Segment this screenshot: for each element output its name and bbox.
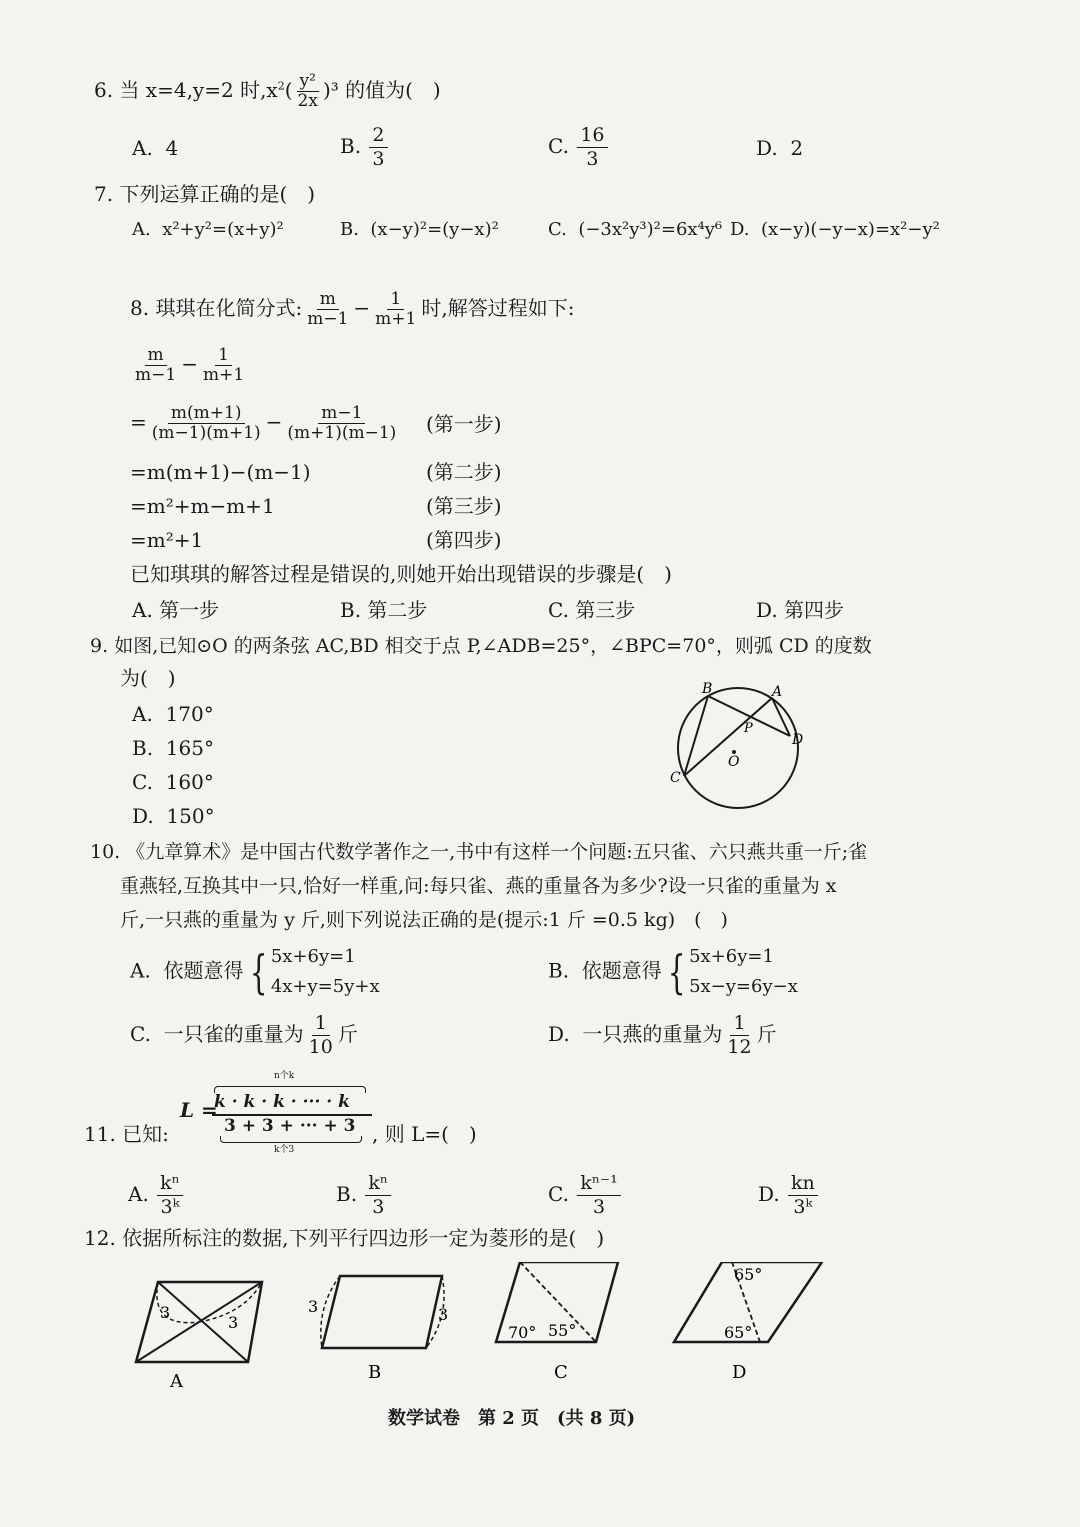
q11-top-label: n个k (274, 1071, 295, 1081)
q8-stem: 8. 琪琪在化简分式: $\frac{m}{m-1}$ − $\frac{1}{m+1}$ 时,解答过程如下: (130, 289, 575, 329)
q6-stem-post: )³ 的值为( ) (322, 78, 441, 102)
q8-option-a: A. 第一步 (132, 598, 220, 622)
q9-option-d: D. 150° (132, 804, 215, 828)
fig-a-caption: A (170, 1371, 183, 1392)
q11-option-d: D. $\frac{kn}{\text{3ᵏ}}$ (758, 1172, 820, 1219)
q11-formula (180, 1068, 390, 1154)
label-a: A (772, 684, 783, 700)
fig-d-caption: D (732, 1362, 747, 1383)
q11-stem-post: , 则 L=( ) (372, 1122, 477, 1146)
q11-l-label: L = (180, 1098, 218, 1122)
figure-a (136, 1282, 262, 1392)
q8-question: 已知琪琪的解答过程是错误的,则她开始出现错误的步骤是( ) (130, 562, 672, 586)
q9-option-b: B. 165° (132, 736, 214, 760)
q9-option-c: C. 160° (132, 770, 214, 794)
q8-step4: =m²+1 (130, 528, 204, 552)
q10-option-d: D. 一只燕的重量为 $\frac{1}{12}$ 斤 (548, 1012, 777, 1058)
figure-c (496, 1262, 618, 1383)
fig-c-caption: C (554, 1362, 568, 1383)
q6-stem: 6. 当 x=4,y=2 时$,x^2$( $\frac{\text{y²}}{2x}$ )³ 的值为( ) (94, 71, 441, 111)
fig-d-angle-1: 65° (734, 1265, 763, 1284)
q8-step3-label: (第三步) (426, 494, 502, 518)
q10-option-b: B. 依题意得 { 5x+6y=1 5x−y=6y−x (548, 945, 798, 999)
q8-step4-label: (第四步) (426, 528, 502, 552)
q11-denominator: 3 + 3 + ··· + 3 (224, 1116, 356, 1136)
q9-line2: 为( ) (120, 666, 176, 690)
fig-b-label-1: 3 (308, 1297, 319, 1316)
q11-option-a: A. $\frac{\text{kⁿ}}{\text{3ᵏ}}$ (128, 1172, 185, 1219)
label-d: D (792, 732, 804, 748)
q8-option-b: B. 第二步 (340, 598, 428, 622)
q6-option-c: C. $\frac{16}{3}$ (548, 124, 610, 171)
q11-stem-pre: 11. 已知: (84, 1122, 169, 1146)
label-c: C (670, 770, 681, 786)
q7-option-a: A. x²+y²=(x+y)² (132, 219, 284, 240)
q8-option-c: C. 第三步 (548, 598, 636, 622)
page-footer: 数学试卷 第 2 页 (共 8 页) (388, 1408, 636, 1429)
fig-d-angle-2: 65° (724, 1323, 753, 1342)
q8-step3: =m²+m−m+1 (130, 494, 275, 518)
q8-step1-label: (第一步) (426, 412, 502, 436)
circle-o (678, 688, 798, 808)
q11-option-c: C. $\frac{\text{kⁿ⁻¹}}{3}$ (548, 1172, 623, 1219)
q6-exponent: 2 (277, 79, 285, 93)
fig-a-label-2: 3 (228, 1313, 239, 1332)
q10-option-a: A. 依题意得 { 5x+6y=1 4x+y=5y+x (130, 945, 380, 999)
figure-b (308, 1276, 448, 1383)
q6-fraction: $\frac{\text{y²}}{2x}$ (297, 71, 318, 111)
q7-option-d: D. (x−y)(−y−x)=x²−y² (730, 219, 940, 240)
q7-option-c: C. (−3x²y³)²=6x⁴y⁶ (548, 219, 723, 240)
q7-stem: 7. 下列运算正确的是( ) (94, 182, 316, 206)
q8-step1: = $\frac{m(m+1)}{(m-1)(m+1)}$ − $\frac{m-1}{(m+1)(m-1)}$ (130, 403, 397, 443)
chord-ad (772, 698, 790, 736)
q9-circle-figure (660, 680, 820, 820)
q10-line1: 10. 《九章算术》是中国古代数学著作之一,书中有这样一个问题:五只雀、六只燕共重一斤;雀 (90, 841, 868, 863)
fig-a-label-1: 3 (160, 1303, 171, 1322)
fig-b-caption: B (368, 1362, 382, 1383)
q7-option-b: B. (x−y)²=(y−x)² (340, 219, 499, 240)
q6-option-b: B. $\frac{2}{3}$ (340, 124, 390, 171)
fig-c-angle-1: 70° (508, 1323, 537, 1342)
q9-option-a: A. 170° (132, 702, 214, 726)
label-o: O (728, 754, 740, 770)
figure-d (674, 1262, 822, 1383)
q11-bottom-label: k个3 (274, 1145, 295, 1155)
q10-option-c: C. 一只雀的重量为 $\frac{1}{10}$ 斤 (130, 1012, 358, 1058)
fig-b-label-2: 3 (438, 1305, 449, 1324)
q10-line2: 重燕轻,互换其中一只,恰好一样重,问:每只雀、燕的重量各为多少?设一只雀的重量为 x (120, 875, 837, 897)
q6-stem-pre: 当 x=4,y=2 时,x (119, 78, 278, 102)
fig-c-angle-2: 55° (548, 1321, 577, 1340)
q11-numerator: k · k · k · ··· · k (214, 1092, 350, 1112)
q8-step2-label: (第二步) (426, 460, 502, 484)
q8-option-d: D. 第四步 (756, 598, 845, 622)
label-b: B (702, 681, 713, 697)
label-p: P (744, 721, 753, 736)
q8-expression: $\frac{m}{m-1}$ − $\frac{1}{m+1}$ (135, 345, 245, 385)
q6-number: 6. (94, 78, 114, 102)
q6-option-a: A. 4 (132, 136, 179, 160)
q12-stem: 12. 依据所标注的数据,下列平行四边形一定为菱形的是( ) (84, 1226, 605, 1250)
q10-line3: 斤,一只燕的重量为 y 斤,则下列说法正确的是(提示:1 斤 =0.5 kg) ( ) (120, 909, 728, 931)
q9-line1: 9. 如图,已知⊙O 的两条弦 AC,BD 相交于点 P,∠ADB=25°，∠BPC=70°，则弧 CD 的度数 (90, 635, 872, 657)
q8-step2: =m(m+1)−(m−1) (130, 460, 311, 484)
chord-bc (684, 696, 708, 776)
q12-figures (120, 1262, 980, 1392)
q11-option-b: B. $\frac{\text{kⁿ}}{3}$ (336, 1172, 393, 1219)
q6-option-d: D. 2 (756, 136, 804, 160)
